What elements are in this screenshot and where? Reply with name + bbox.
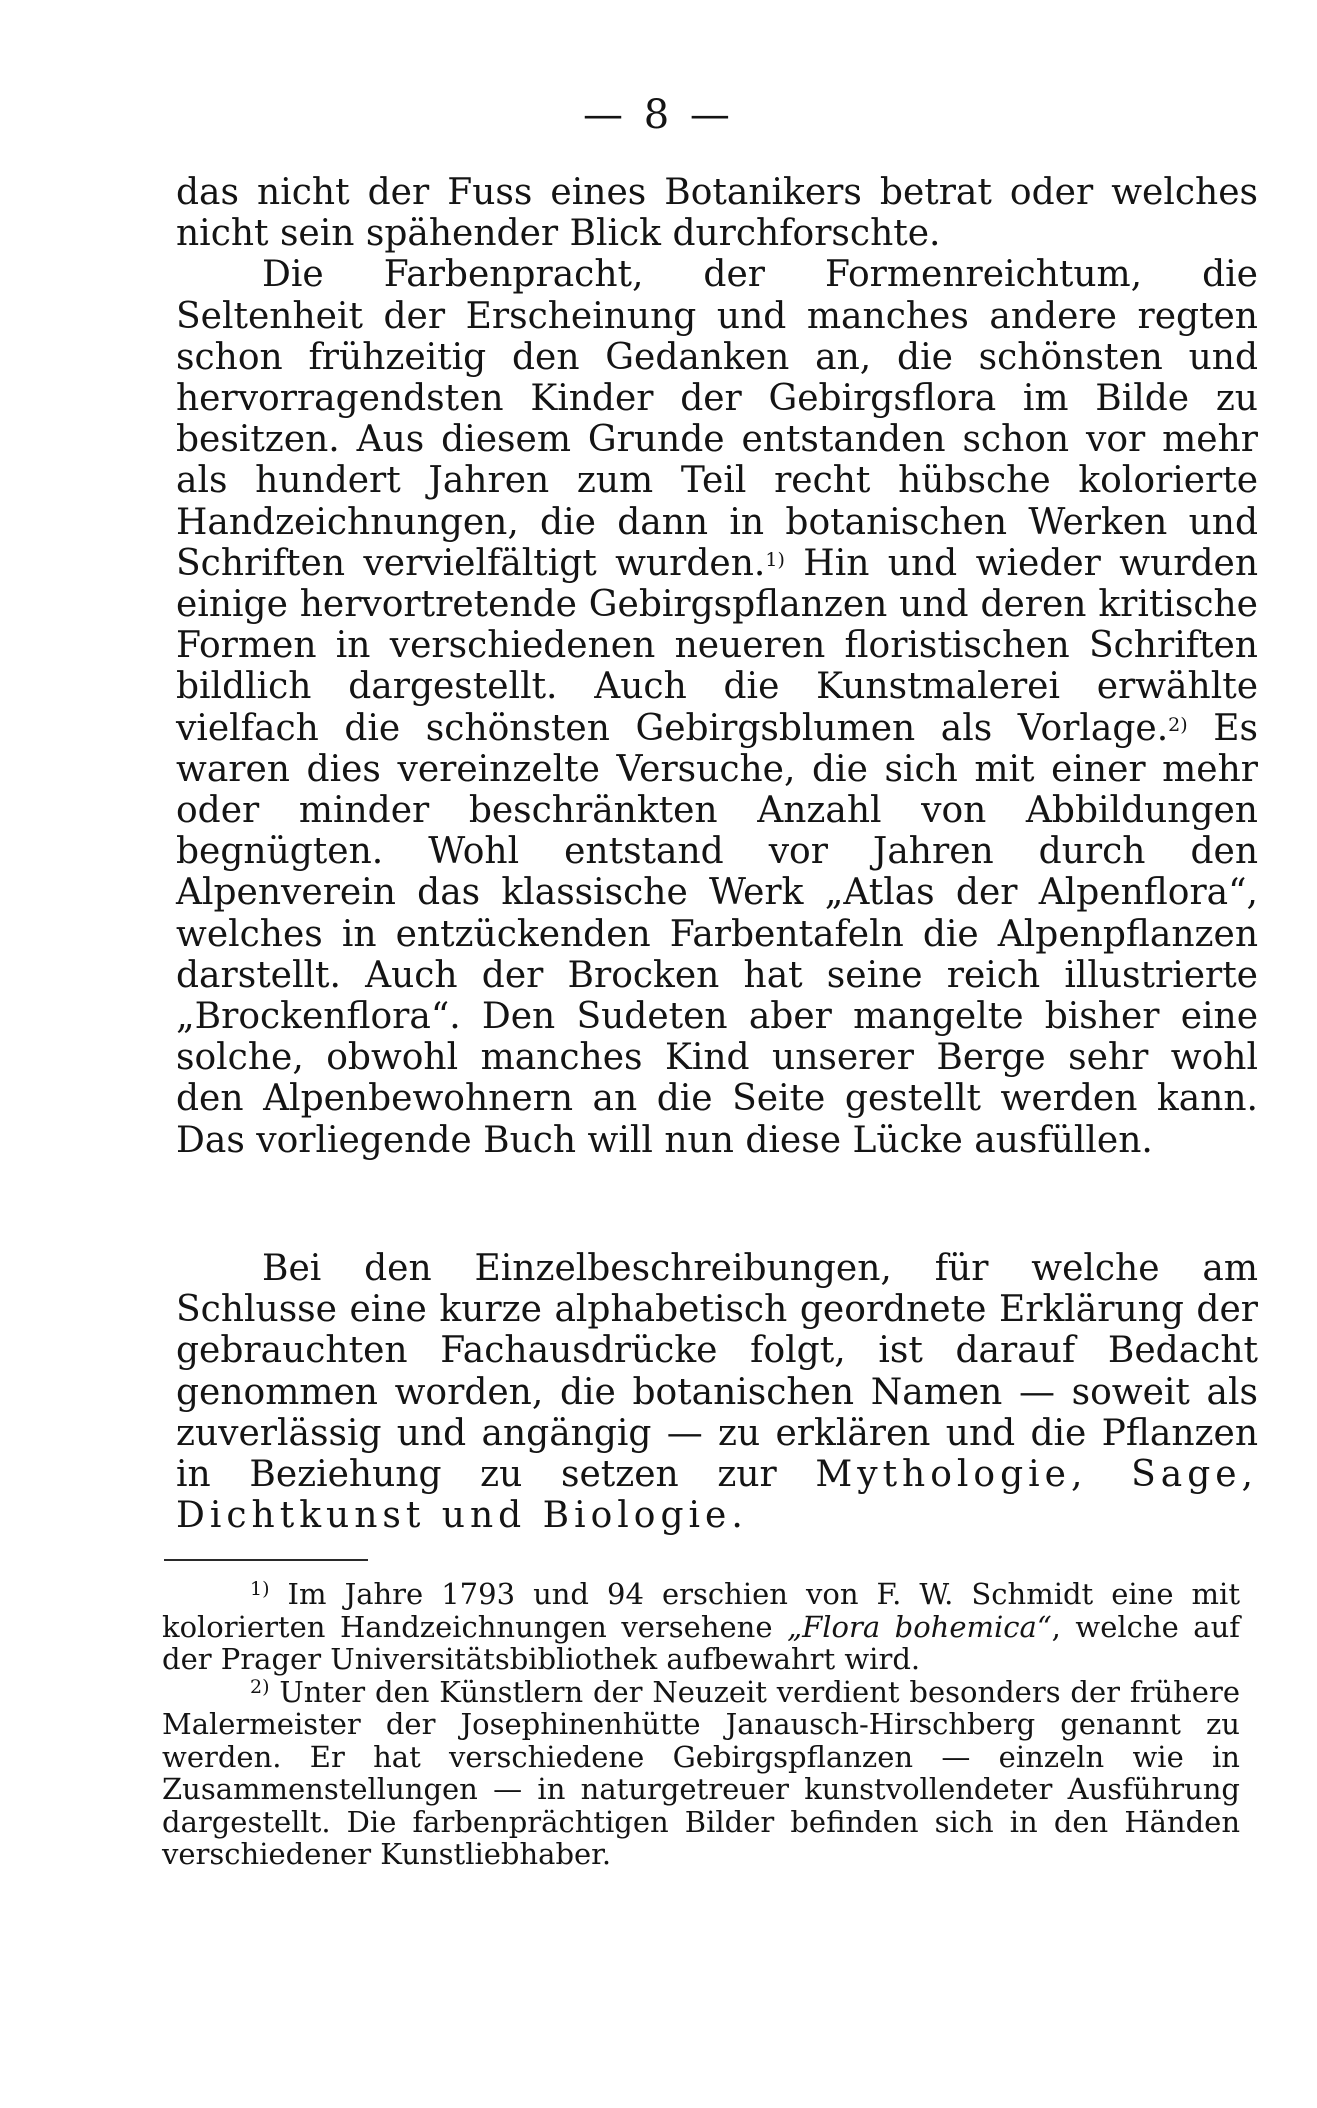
paragraph-text: Bei den Einzelbeschreibungen, für welche am Schlusse eine kurze alphabetisch geordnete Erklärung der gebrauchten Fachausdrücke folgt, ist darauf Bedacht genommen worden, die botanischen Namen — soweit als zuverlässig und angängig — zu erklären und die Pflanzen in Beziehung zu setzen zur xyxy=(176,1248,1258,1496)
footnote-text: Unter den Künstlern der Neuzeit verdient besonders der frühere Malermeister der Josephinenhütte Janausch-Hirschberg genannt zu werden. Er hat verschiedene Gebirgspflanzen — einzeln wie in Zusammenstellungen — in naturgetreuer kunstvollendeter Ausführung dargestellt. Die farbenprächtigen Bilder befinden sich in den Händen verschiedener Kunstliebhaber. xyxy=(162,1674,1240,1871)
footnotes xyxy=(162,1578,1240,1871)
paragraph-text: Es waren dies vereinzelte Versuche, die sich mit einer mehr oder minder beschränkten Anzahl von Abbildungen begnügten. Wohl entstand vor Jahren durch den Alpenverein das klassische Werk „Atlas der Alpenflora“, welches in entzückenden Farbentafeln die Alpenpflanzen darstellt. Auch der Brocken hat seine reich illustrierte „Brockenflora“. Den Sudeten aber mangelte bisher eine solche, obwohl manches Kind unserer Berge sehr wohl den Alpenbewohnern an die Seite gestellt werden kann. Das vorliegende Buch will nun diese Lücke ausfüllen. xyxy=(176,707,1258,1161)
main-text-top xyxy=(176,172,1258,1161)
paragraph-text: Die Farbenpracht, der Formenreichtum, die Seltenheit der Erscheinung und manches andere regten schon frühzeitig den Gedanken an, die schönsten und hervorragendsten Kinder der Gebirgsflora im Bilde zu besitzen. Aus diesem Grunde entstanden schon vor mehr als hundert Jahren zum Teil recht hübsche kolorierte Handzeichnungen, die dann in botanischen Werken und Schriften vervielfältigt wurden. xyxy=(176,254,1258,584)
paragraph-einzelbeschreibungen xyxy=(176,1248,1258,1536)
page-number: — 8 — xyxy=(583,92,734,138)
footnote-1 xyxy=(162,1578,1240,1676)
paragraph-farbenpracht xyxy=(176,254,1258,1160)
footnote-2 xyxy=(162,1676,1240,1871)
footnote-marker-1: 1) xyxy=(250,1578,270,1600)
paragraph-text: Hin und wieder wurden einige hervortretende Gebirgspflanzen und deren kritische Formen in verschiedenen neueren floristischen Schriften bildlich dargestellt. Auch die Kunstmalerei erwählte vielfach die schönsten Gebirgsblumen als Vorlage. xyxy=(176,542,1258,749)
footnote-text: , welche auf der Prager Universitätsbibliothek aufbewahrt wird. xyxy=(162,1609,1240,1676)
footnote-reference-1: 1) xyxy=(765,548,785,571)
footnote-marker-2: 2) xyxy=(250,1675,270,1698)
spaced-emphasis: Mythologie, Sage, Dichtkunst und Biologie. xyxy=(176,1454,1258,1537)
book-title-italic: „Flora bohemica“ xyxy=(787,1609,1052,1644)
paragraph-continuation: das nicht der Fuss eines Botanikers betrat oder welches nicht sein spähender Blick durchforschte. xyxy=(176,172,1258,255)
main-text-bottom xyxy=(176,1248,1258,1536)
footnote-separator xyxy=(164,1559,368,1561)
footnote-text: Im Jahre 1793 und 94 erschien von F. W. Schmidt eine mit kolorierten Handzeichnungen versehene xyxy=(162,1577,1240,1644)
footnote-reference-2: 2) xyxy=(1168,713,1188,736)
